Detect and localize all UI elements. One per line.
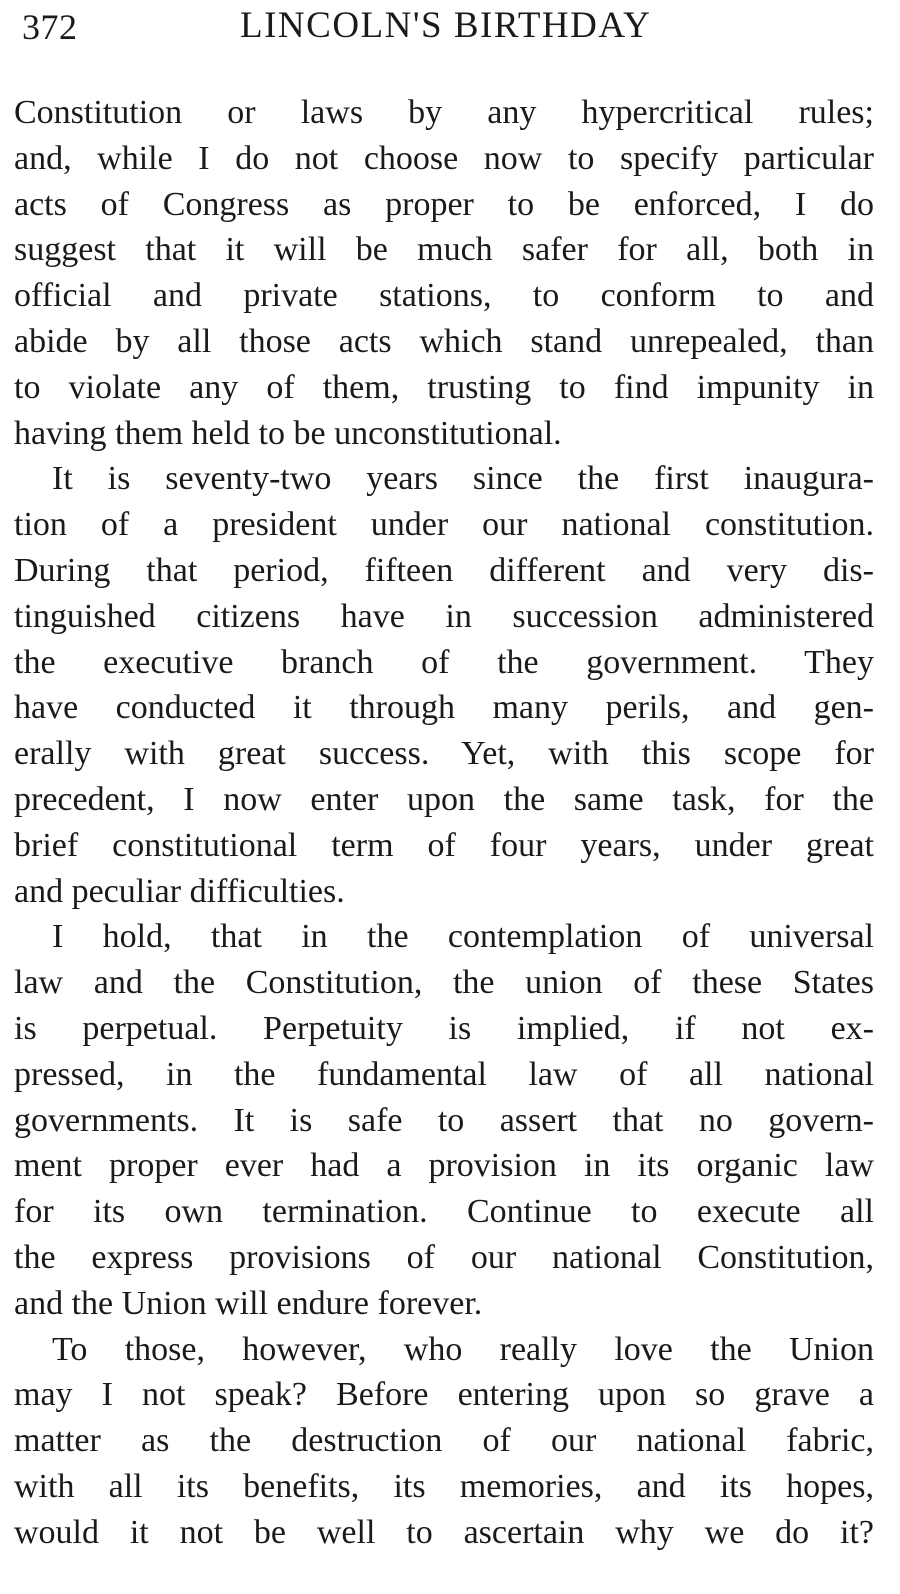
text-line: ment proper ever had a provision in its organic law <box>14 1147 874 1185</box>
paragraph <box>14 456 874 914</box>
text-line: Constitution or laws by any hypercritical rules; <box>14 94 874 131</box>
text-line: During that period, fifteen different and very dis- <box>14 551 874 589</box>
text-line: abide by all those acts which stand unrepealed, than <box>14 322 874 360</box>
text-line: matter as the destruction of our national fabric, <box>14 1422 874 1460</box>
page-number: 372 <box>22 7 78 47</box>
text-line: pressed, in the fundamental law of all national <box>14 1055 874 1093</box>
paragraph <box>14 914 874 1326</box>
paragraph <box>14 1327 874 1556</box>
text-line: acts of Congress as proper to be enforced, I do <box>14 185 874 223</box>
text-line: and the Union will endure forever. <box>14 1284 483 1322</box>
text-line: I hold, that in the contemplation of universal <box>52 918 874 956</box>
text-line: law and the Constitution, the union of these States <box>14 964 874 1002</box>
text-line: official and private stations, to conform to and <box>14 277 874 315</box>
running-head <box>22 4 870 50</box>
text-line: and peculiar difficulties. <box>14 872 345 910</box>
text-line: tion of a president under our national constitution. <box>14 506 874 544</box>
running-title: LINCOLN'S BIRTHDAY <box>240 5 652 46</box>
text-line: suggest that it will be much safer for all, both in <box>14 231 874 269</box>
text-line: precedent, I now enter upon the same task, for the <box>14 780 874 818</box>
text-line: brief constitutional term of four years, under great <box>14 826 874 864</box>
text-line: the express provisions of our national Constitution, <box>14 1238 874 1276</box>
text-line: the executive branch of the government. They <box>14 643 874 681</box>
text-line: may I not speak? Before entering upon so grave a <box>14 1376 874 1414</box>
text-line: To those, however, who really love the Union <box>52 1330 874 1368</box>
text-line: erally with great success. Yet, with this scope for <box>14 735 874 773</box>
text-line: with all its benefits, its memories, and its hopes, <box>14 1467 874 1505</box>
text-line: have conducted it through many perils, and gen- <box>14 689 874 727</box>
text-line: tinguished citizens have in succession administered <box>14 597 874 635</box>
text-line: would it not be well to ascertain why we do it? <box>14 1513 874 1551</box>
text-line: and, while I do not choose now to specify particular <box>14 139 874 177</box>
text-line: having them held to be unconstitutional. <box>14 414 562 452</box>
text-line: It is seventy-two years since the first inaugura- <box>52 460 874 498</box>
body-text <box>14 90 874 1556</box>
text-line: is perpetual. Perpetuity is implied, if not ex- <box>14 1009 874 1047</box>
text-line: to violate any of them, trusting to find impunity in <box>14 368 874 406</box>
text-line: governments. It is safe to assert that no govern- <box>14 1101 874 1139</box>
paragraph <box>14 90 874 456</box>
text-line: for its own termination. Continue to execute all <box>14 1193 874 1231</box>
